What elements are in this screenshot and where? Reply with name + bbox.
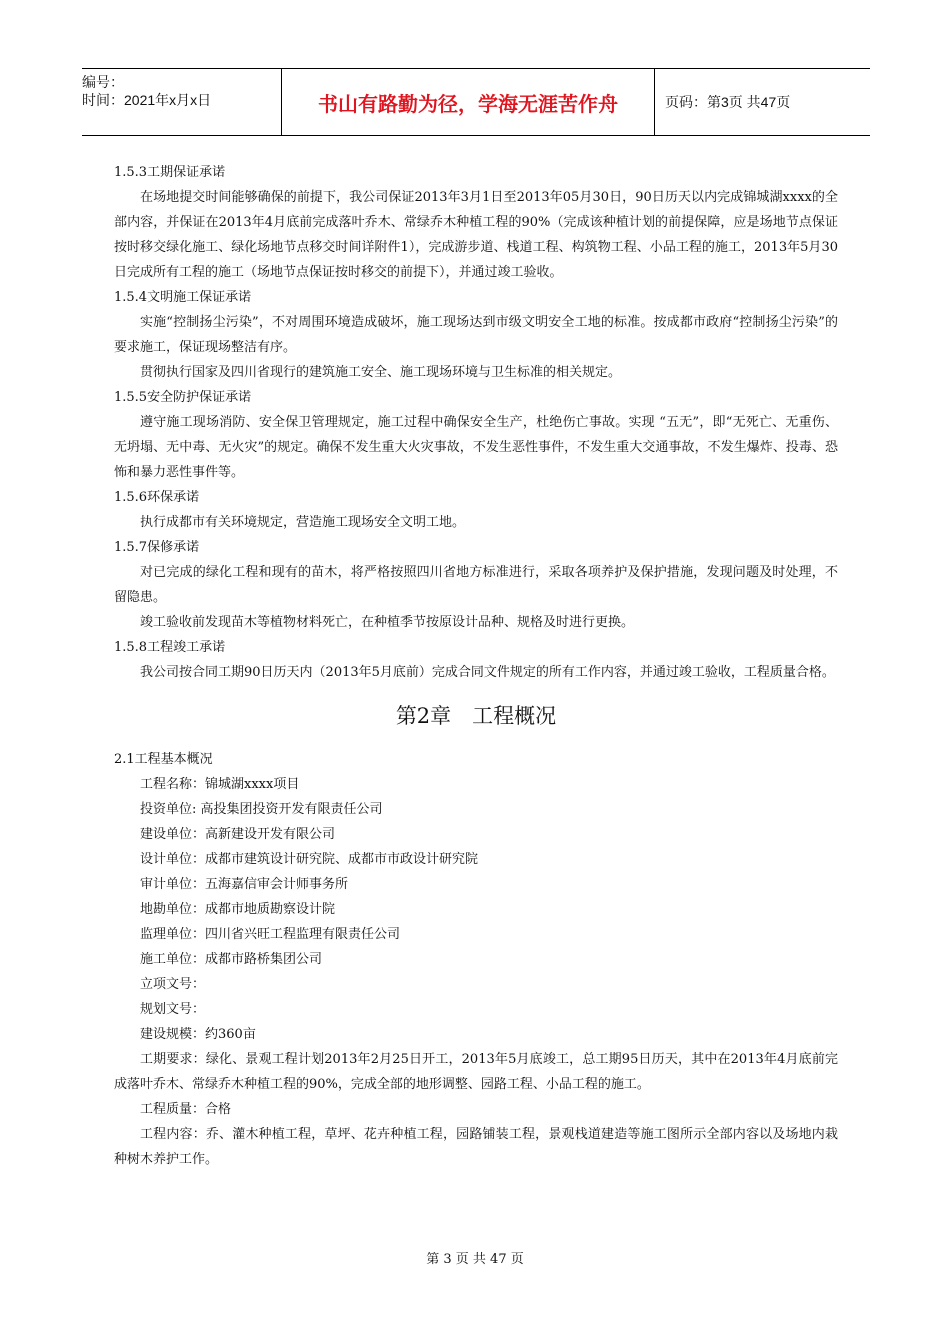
header-motto: 书山有路勤为径，学海无涯苦作舟 — [282, 69, 655, 135]
overview-item: 工程质量：合格 — [140, 1102, 232, 1117]
paragraph: 实施“控制扬尘污染”，不对周围环境造成破坏，施工现场达到市级文明安全工地的标准。按成都市政府“控制扬尘污染”的要求施工，保证现场整洁有序。 — [114, 315, 838, 355]
document-number-label: 编号： — [82, 74, 124, 90]
paragraph: 执行成都市有关环境规定，营造施工现场安全文明工地。 — [140, 515, 466, 530]
overview-item: 投资单位: 高投集团投资开发有限责任公司 — [140, 802, 383, 817]
overview-item: 建设单位：高新建设开发有限公司 — [140, 827, 336, 842]
section-heading: 1.5.7保修承诺 — [114, 540, 200, 555]
header-meta — [82, 69, 282, 135]
overview-item: 建设规模：约360亩 — [140, 1027, 256, 1042]
overview-item: 设计单位：成都市建筑设计研究院、成都市市政设计研究院 — [140, 852, 479, 867]
overview-item: 地勘单位：成都市地质勘察设计院 — [140, 902, 336, 917]
overview-item: 施工单位：成都市路桥集团公司 — [140, 952, 323, 967]
paragraph: 竣工验收前发现苗木等植物材料死亡，在种植季节按原设计品种、规格及时进行更换。 — [140, 615, 635, 630]
paragraph: 遵守施工现场消防、安全保卫管理规定，施工过程中确保安全生产，杜绝伤亡事故。实现 “五无”，即“无死亡、无重伤、无坍塌、无中毒、无火灾”的规定。确保不发生重大火灾事故，不发生恶性事件，不发生重大交通事故，不发生爆炸、投毒、恐怖和暴力恶性事件等。 — [114, 415, 838, 480]
section-heading: 2.1工程基本概况 — [114, 752, 213, 767]
overview-item: 工程内容：乔、灌木种植工程，草坪、花卉种植工程，园路铺装工程，景观栈道建造等施工图所示全部内容以及场地内栽种树木养护工作。 — [114, 1127, 838, 1167]
overview-item: 立项文号： — [140, 977, 206, 992]
document-time-label: 时间：2021年x月x日 — [82, 92, 212, 108]
paragraph: 贯彻执行国家及四川省现行的建筑施工安全、施工现场环境与卫生标准的相关规定。 — [140, 365, 622, 380]
document-body — [114, 160, 838, 1172]
chapter-title: 第2章 工程概况 — [395, 704, 557, 728]
page-footer: 第 3 页 共 47 页 — [426, 1252, 524, 1267]
paragraph: 对已完成的绿化工程和现有的苗木，将严格按照四川省地方标准进行，采取各项养护及保护措施，发现问题及时处理，不留隐患。 — [114, 565, 838, 605]
overview-item: 工期要求：绿化、景观工程计划2013年2月25日开工，2013年5月底竣工，总工期95日历天，其中在2013年4月底前完成落叶乔木、常绿乔木种植工程的90%，完成全部的地形调整、园路工程、小品工程的施工。 — [114, 1052, 838, 1092]
section-heading: 1.5.6环保承诺 — [114, 490, 200, 505]
page-header — [82, 68, 870, 136]
paragraph: 在场地提交时间能够确保的前提下，我公司保证2013年3月1日至2013年05月30日，90日历天以内完成锦城湖xxxx的全部内容，并保证在2013年4月底前完成落叶乔木、常绿乔木种植工程的90%（完成该种植计划的前提保障，应是场地节点保证按时移交绿化施工、绿化场地节点移交时间详附件1），完成游步道、栈道工程、构筑物工程、小品工程的施工，2013年5月30日完成所有工程的施工（场地节点保证按时移交的前提下），并通过竣工验收。 — [114, 190, 838, 280]
section-heading: 1.5.5安全防护保证承诺 — [114, 390, 252, 405]
overview-item: 监理单位：四川省兴旺工程监理有限责任公司 — [140, 927, 401, 942]
header-page-info: 页码：第3页 共47页 — [665, 94, 791, 110]
overview-item: 审计单位：五海嘉信审会计师事务所 — [140, 877, 349, 892]
overview-item: 工程名称：锦城湖xxxx项目 — [140, 777, 300, 792]
overview-item: 规划文号： — [140, 1002, 206, 1017]
paragraph: 我公司按合同工期90日历天内（2013年5月底前）完成合同文件规定的所有工作内容，并通过竣工验收，工程质量合格。 — [140, 665, 835, 680]
section-heading: 1.5.3工期保证承诺 — [114, 165, 226, 180]
section-heading: 1.5.4文明施工保证承诺 — [114, 290, 252, 305]
section-heading: 1.5.8工程竣工承诺 — [114, 640, 226, 655]
